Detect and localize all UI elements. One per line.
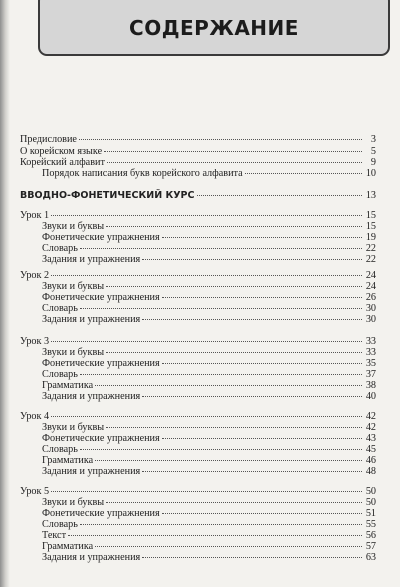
toc-lesson-3-sounds[interactable]: Звуки и буквы 33 (42, 347, 376, 358)
toc-section-intro-course[interactable]: ВВОДНО-ФОНЕТИЧЕСКИЙ КУРС 13 (20, 190, 376, 201)
toc-lesson-2-sounds[interactable]: Звуки и буквы 24 (42, 281, 376, 292)
toc-entry-writing-order[interactable]: Порядок написания букв корейского алфавита 10 (42, 168, 376, 179)
toc-lesson-5[interactable]: Урок 5 50 (20, 486, 376, 497)
toc-lesson-3[interactable]: Урок 3 33 (20, 336, 376, 347)
toc-entry-preface[interactable]: Предисловие 3 (20, 134, 376, 145)
toc-lesson-5-vocabulary[interactable]: Словарь 55 (42, 519, 376, 530)
toc-lesson-3-grammar[interactable]: Грамматика 38 (42, 380, 376, 391)
toc-lesson-3-phonetic[interactable]: Фонетические упражнения 35 (42, 358, 376, 369)
toc-lesson-5-text[interactable]: Текст 56 (42, 530, 376, 541)
toc-lesson-4[interactable]: Урок 4 42 (20, 411, 376, 422)
toc-lesson-5-phonetic[interactable]: Фонетические упражнения 51 (42, 508, 376, 519)
toc-lesson-4-sounds[interactable]: Звуки и буквы 42 (42, 422, 376, 433)
toc-entry-about-language[interactable]: О корейском языке 5 (20, 146, 376, 157)
toc-lesson-5-exercises[interactable]: Задания и упражнения 63 (42, 552, 376, 563)
toc-lesson-5-grammar[interactable]: Грамматика 57 (42, 541, 376, 552)
toc-lesson-1-sounds[interactable]: Звуки и буквы 15 (42, 221, 376, 232)
toc-lesson-2-vocabulary[interactable]: Словарь 30 (42, 303, 376, 314)
toc-lesson-2-phonetic[interactable]: Фонетические упражнения 26 (42, 292, 376, 303)
toc-lesson-2[interactable]: Урок 2 24 (20, 270, 376, 281)
toc-lesson-3-vocabulary[interactable]: Словарь 37 (42, 369, 376, 380)
toc-lesson-4-phonetic[interactable]: Фонетические упражнения 43 (42, 433, 376, 444)
toc-entry-alphabet[interactable]: Корейский алфавит 9 (20, 157, 376, 168)
toc-lesson-1-phonetic[interactable]: Фонетические упражнения 19 (42, 232, 376, 243)
toc-lesson-4-exercises[interactable]: Задания и упражнения 48 (42, 466, 376, 477)
toc-lesson-5-sounds[interactable]: Звуки и буквы 50 (42, 497, 376, 508)
page-title: СОДЕРЖАНИЕ (129, 16, 299, 40)
toc-lesson-3-exercises[interactable]: Задания и упражнения 40 (42, 391, 376, 402)
toc-lesson-1[interactable]: Урок 1 15 (20, 210, 376, 221)
toc-lesson-1-vocabulary[interactable]: Словарь 22 (42, 243, 376, 254)
toc-lesson-2-exercises[interactable]: Задания и упражнения 30 (42, 314, 376, 325)
toc-lesson-4-vocabulary[interactable]: Словарь 45 (42, 444, 376, 455)
toc-lesson-1-exercises[interactable]: Задания и упражнения 22 (42, 254, 376, 265)
toc-lesson-4-grammar[interactable]: Грамматика 46 (42, 455, 376, 466)
